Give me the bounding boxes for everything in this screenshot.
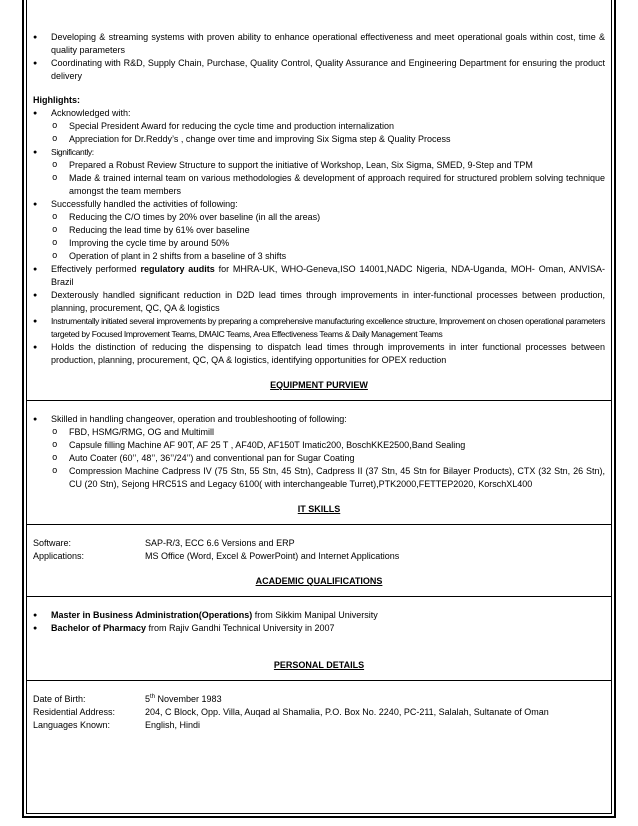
highlights-title: Highlights: bbox=[33, 95, 80, 105]
equipment-heading: EQUIPMENT PURVIEW bbox=[270, 380, 368, 390]
sub-bullet: o Reducing the lead time by 61% over baseline bbox=[33, 224, 605, 237]
languages-row bbox=[33, 719, 605, 732]
resume-content bbox=[33, 31, 605, 732]
qualification-item bbox=[33, 622, 605, 635]
audits-text-before: Effectively performed bbox=[51, 264, 141, 274]
sub-bullet: o Compression Machine Cadpress IV (75 Stn, 55 Stn, 45 Stn), Cadpress II (37 Stn, 45 Stn for Bilayer Products), CTX (32 Stn, 26 Stn), CU (20 Stn), Sejong HRC51S and Legacy 6100( with interchangeable Turret),PTK2000,FETTEP2020, KorschXL400 bbox=[33, 465, 605, 491]
software-key: Software: bbox=[33, 538, 72, 548]
it-skills-heading: IT SKILLS bbox=[297, 504, 341, 514]
qualification-institute: from Rajiv Gandhi Technical University in 2007 bbox=[146, 623, 335, 633]
audits-bullet bbox=[33, 263, 605, 289]
software-row bbox=[33, 537, 605, 550]
sub-bullet: o Capsule filling Machine AF 90T, AF 25 T , AF40D, AF150T Imatic200, BoschKKE2500,Band Sealing bbox=[33, 439, 605, 452]
significantly-bullet: ● Significantly: bbox=[33, 146, 605, 159]
dob-day: 5 bbox=[145, 694, 151, 704]
qualification-institute: from Sikkim Manipal University bbox=[252, 610, 378, 620]
acknowledged-bullet: ● Acknowledged with: bbox=[33, 107, 605, 120]
sub-bullet: o Special President Award for reducing the cycle time and production internalization bbox=[33, 120, 605, 133]
sub-bullet: o Auto Coater (60’’, 48’’, 36’’/24’’) and conventional pan for Sugar Coating bbox=[33, 452, 605, 465]
languages-key: Languages Known: bbox=[33, 720, 111, 730]
handled-bullet: ● Successfully handled the activities of following: bbox=[33, 198, 605, 211]
sub-bullet: o Prepared a Robust Review Structure to support the initiative of Workshop, Lean, Six Sigma, SMED, 9-Step and TPM bbox=[33, 159, 605, 172]
audits-text-bold: regulatory audits bbox=[140, 264, 215, 274]
qualification-degree: Bachelor of Pharmacy bbox=[51, 623, 147, 633]
d2d-bullet: ● Dexterously handled significant reduction in D2D lead times through improvements in inter-functional processes between production, planning, procurement, QC, QA & logistics bbox=[33, 289, 605, 315]
improvements-bullet: ● Instrumentally initiated several improvements by preparing a comprehensive manufacturing excellence structure, Improvement on chosen operational parameters targeted by Focused Improvement Teams, DMAIC Teams, Area Effectiveness Teams & Daily Management Teams bbox=[33, 315, 605, 341]
audits-text-after: for MHRA-UK, WHO-Geneva,ISO 14001,NADC Nigeria, NDA-Uganda, MOH- Oman, ANVISA-Brazil bbox=[51, 264, 606, 287]
sub-bullet: o Appreciation for Dr.Reddy’s , change over time and improving Six Sigma step & Quality Process bbox=[33, 133, 605, 146]
intro-bullet: ● Developing & streaming systems with proven ability to enhance operational effectiveness and meet operational goals within cost, time & quality parameters bbox=[33, 31, 605, 57]
equipment-bullet: ● Skilled in handling changeover, operation and troubleshooting of following: bbox=[33, 413, 605, 426]
sub-bullet: o Improving the cycle time by around 50% bbox=[33, 237, 605, 250]
address-row bbox=[33, 706, 605, 719]
address-value: 204, C Block, Opp. Villa, Auqad al Shamalia, P.O. Box No. 2240, PC-211, Salalah, Sultanate of Oman bbox=[145, 707, 549, 717]
dob-value bbox=[145, 693, 222, 706]
qualification-degree: Master in Business Administration(Operations) bbox=[51, 610, 253, 620]
sub-bullet: o Made & trained internal team on various methodologies & development of approach required for structured problem solving technique amongst the team members bbox=[33, 172, 605, 198]
dob-suffix: th bbox=[150, 694, 156, 700]
applications-row bbox=[33, 550, 605, 563]
sub-bullet: o FBD, HSMG/RMG, OG and Multimill bbox=[33, 426, 605, 439]
distinction-bullet: ● Holds the distinction of reducing the dispensing to dispatch lead times through improvements in inter functional processes between production, planning, procurement, QC, QA & logistics, identifying opportunities for OPEX reduction bbox=[33, 341, 605, 367]
intro-bullet: ● Coordinating with R&D, Supply Chain, Purchase, Quality Control, Quality Assurance and Engineering Department for ensuring the product delivery bbox=[33, 57, 605, 83]
software-value: SAP-R/3, ECC 6.6 Versions and ERP bbox=[145, 538, 295, 548]
sub-bullet: o Reducing the C/O times by 20% over baseline (in all the areas) bbox=[33, 211, 605, 224]
personal-heading: PERSONAL DETAILS bbox=[273, 660, 365, 670]
applications-value: MS Office (Word, Excel & PowerPoint) and Internet Applications bbox=[145, 551, 400, 561]
applications-key: Applications: bbox=[33, 551, 85, 561]
sub-bullet: o Operation of plant in 2 shifts from a baseline of 3 shifts bbox=[33, 250, 605, 263]
qualification-item bbox=[33, 609, 605, 622]
dob-month-year: November 1983 bbox=[155, 694, 222, 704]
address-key: Residential Address: bbox=[33, 707, 116, 717]
dob-row bbox=[33, 693, 605, 706]
academic-heading: ACADEMIC QUALIFICATIONS bbox=[255, 576, 383, 586]
languages-value: English, Hindi bbox=[145, 720, 201, 730]
dob-key: Date of Birth: bbox=[33, 694, 86, 704]
